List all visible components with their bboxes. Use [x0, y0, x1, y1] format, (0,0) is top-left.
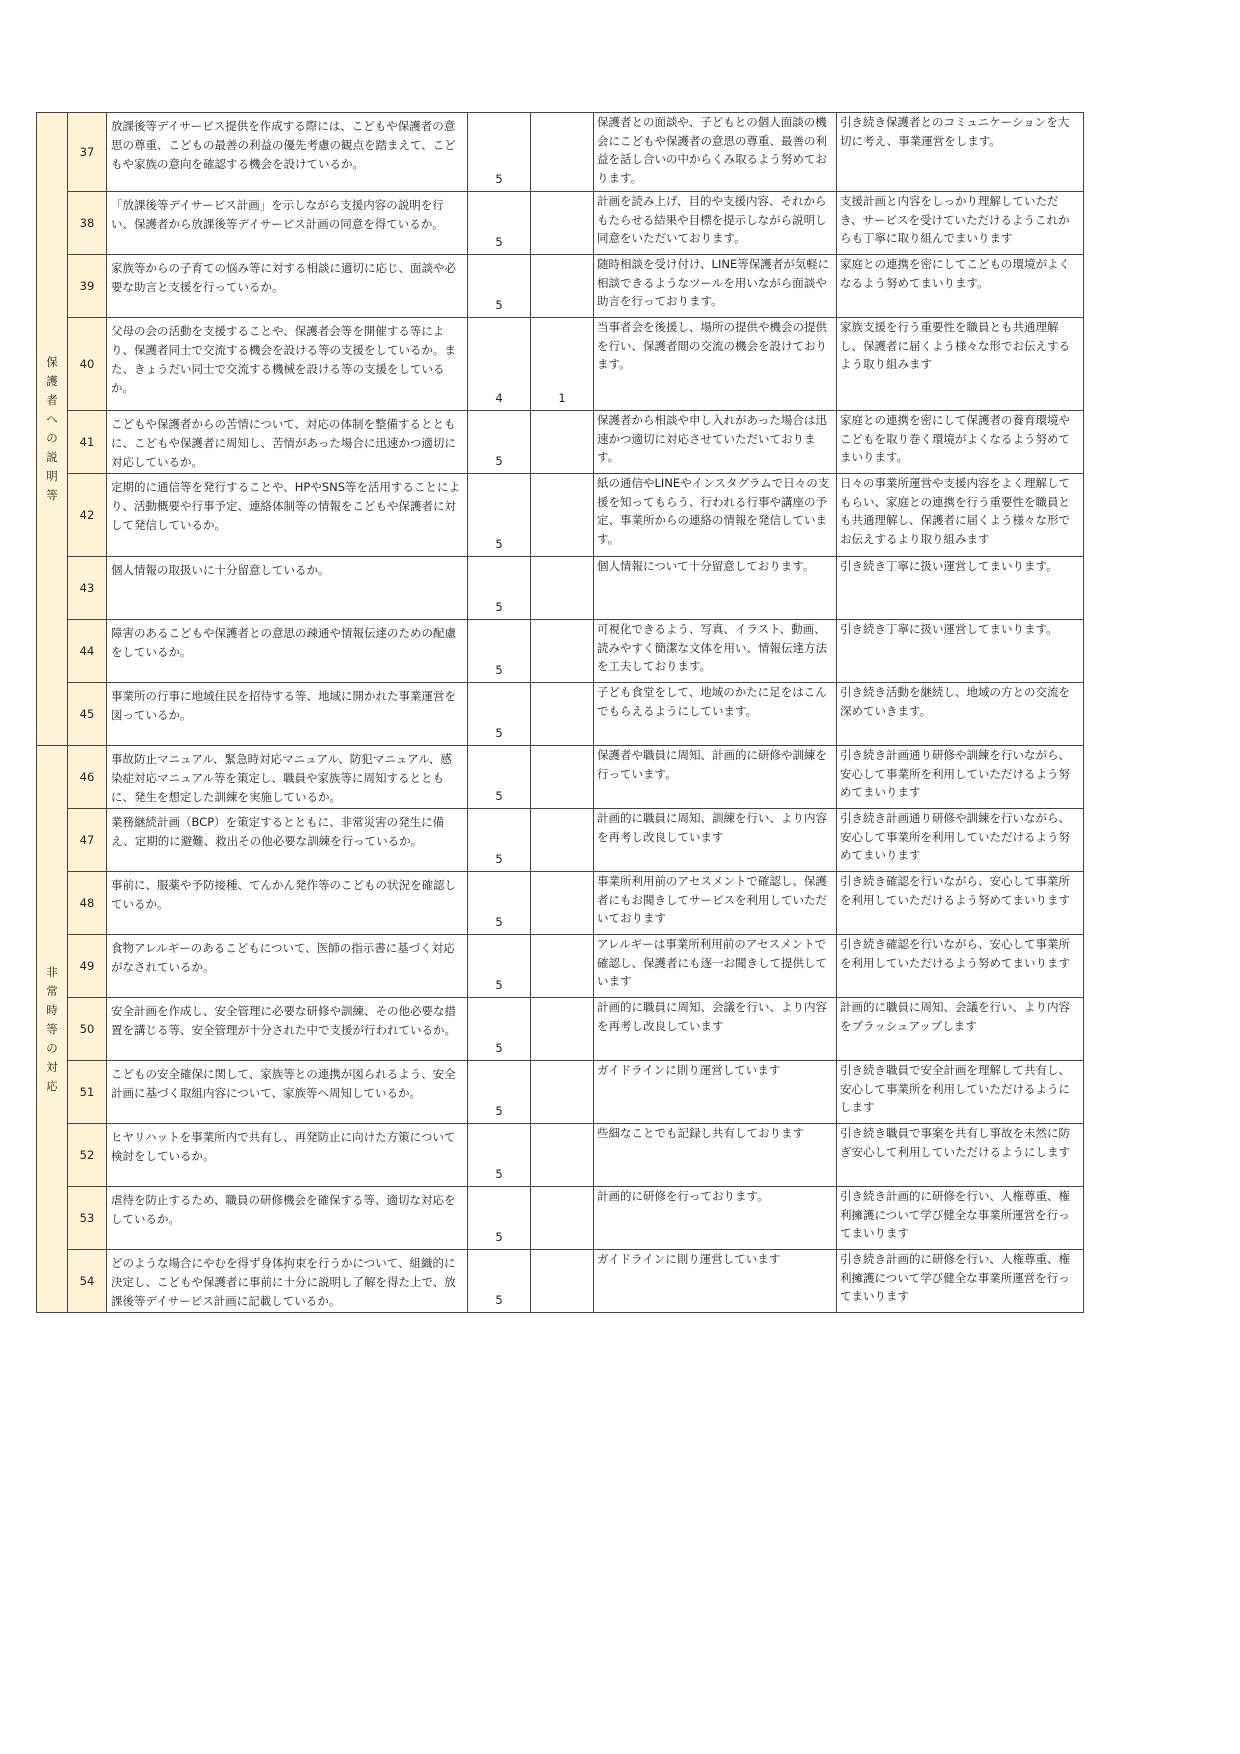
question-text: 障害のあるこどもや保護者との意思の疎通や情報伝達のための配慮をしているか。: [107, 620, 468, 683]
status-note: 当事者会を後援し、場所の提供や機会の提供を行い、保護者間の交流の機会を設けております。: [594, 318, 837, 411]
yes-count: 5: [468, 1124, 531, 1187]
table-row: [37, 318, 1084, 411]
no-count: [531, 557, 594, 620]
improvement-note: 引き続き保護者とのコミュニケーションを大切に考え、事業運営をします。: [837, 113, 1084, 192]
status-note: 保護者や職員に周知、計画的に研修や訓練を行っています。: [594, 746, 837, 809]
yes-count: 5: [468, 1061, 531, 1124]
item-number: 37: [68, 113, 107, 192]
item-number: 50: [68, 998, 107, 1061]
question-text: 「放課後等デイサービス計画」を示しながら支援内容の説明を行い、保護者から放課後等デイサービス計画の同意を得ているか。: [107, 192, 468, 255]
table-row: [37, 935, 1084, 998]
improvement-note: 家族支援を行う重要性を職員とも共通理解し、保護者に届くよう様々な形でお伝えするよう取り組みます: [837, 318, 1084, 411]
table-row: [37, 474, 1084, 557]
status-note: 計画的に職員に周知、訓練を行い、より内容を再考し改良しています: [594, 809, 837, 872]
table-row: [37, 1124, 1084, 1187]
improvement-note: 引き続き職員で事案を共有し事故を未然に防ぎ安心して利用していただけるようにします: [837, 1124, 1084, 1187]
no-count: [531, 411, 594, 474]
no-count: [531, 683, 594, 746]
table-row: [37, 1187, 1084, 1250]
item-number: 54: [68, 1250, 107, 1313]
table-row: [37, 411, 1084, 474]
improvement-note: 引き続き職員で安全計画を理解して共有し、安心して事業所を利用していただけるようにします: [837, 1061, 1084, 1124]
yes-count: 5: [468, 809, 531, 872]
item-number: 53: [68, 1187, 107, 1250]
table-row: [37, 746, 1084, 809]
improvement-note: 引き続き計画通り研修や訓練を行いながら、安心して事業所を利用していただけるよう努めてまいります: [837, 746, 1084, 809]
status-note: 保護者との面談や、子どもとの個人面談の機会にこどもや保護者の意思の尊重、最善の利益を話し合いの中からくみ取るよう努めております。: [594, 113, 837, 192]
yes-count: 5: [468, 683, 531, 746]
item-number: 42: [68, 474, 107, 557]
status-note: ガイドラインに則り運営しています: [594, 1250, 837, 1313]
no-count: [531, 1124, 594, 1187]
no-count: 1: [531, 318, 594, 411]
table-row: [37, 1250, 1084, 1313]
table-row: [37, 1061, 1084, 1124]
question-text: 父母の会の活動を支援することや、保護者会等を開催する等により、保護者同士で交流する機会を設ける等の支援をしているか。また、きょうだい同士で交流する機械を設ける等の支援をしているか。: [107, 318, 468, 411]
status-note: ガイドラインに則り運営しています: [594, 1061, 837, 1124]
no-count: [531, 935, 594, 998]
question-text: どのような場合にやむを得ず身体拘束を行うかについて、組織的に決定し、こどもや保護者に事前に十分に説明し了解を得た上で、放課後等デイサービス計画に記載しているか。: [107, 1250, 468, 1313]
improvement-note: 計画的に職員に周知、会議を行い、より内容をブラッシュアップします: [837, 998, 1084, 1061]
item-number: 40: [68, 318, 107, 411]
yes-count: 5: [468, 557, 531, 620]
yes-count: 5: [468, 998, 531, 1061]
no-count: [531, 998, 594, 1061]
question-text: 定期的に通信等を発行することや、HPやSNS等を活用することにより、活動概要や行事予定、連絡体制等の情報をこどもや保護者に対して発信しているか。: [107, 474, 468, 557]
no-count: [531, 746, 594, 809]
no-count: [531, 192, 594, 255]
yes-count: 5: [468, 1187, 531, 1250]
question-text: 業務継続計画（BCP）を策定するとともに、非常災害の発生に備え、定期的に避難、救出その他必要な訓練を行っているか。: [107, 809, 468, 872]
improvement-note: 家庭との連携を密にして保護者の養育環境やこどもを取り巻く環境がよくなるよう努めてまいります。: [837, 411, 1084, 474]
question-text: ヒヤリハットを事業所内で共有し、再発防止に向けた方策について検討をしているか。: [107, 1124, 468, 1187]
improvement-note: 支援計画と内容をしっかり理解していただき、サービスを受けていただけるようこれからも丁寧に取り組んでまいります: [837, 192, 1084, 255]
table-row: [37, 683, 1084, 746]
no-count: [531, 113, 594, 192]
table-row: [37, 557, 1084, 620]
table-row: [37, 113, 1084, 192]
yes-count: 5: [468, 411, 531, 474]
status-note: 可視化できるよう、写真、イラスト、動画、読みやすく簡潔な文体を用い、情報伝達方法を工夫しております。: [594, 620, 837, 683]
question-text: 事業所の行事に地域住民を招待する等、地域に開かれた事業運営を図っているか。: [107, 683, 468, 746]
improvement-note: 引き続き計画的に研修を行い、人権尊重、権利擁護について学び健全な事業所運営を行ってまいります: [837, 1187, 1084, 1250]
status-note: 計画を読み上げ、目的や支援内容、それからもたらせる結果や目標を提示しながら説明し同意をいただいております。: [594, 192, 837, 255]
category-cell: [37, 113, 68, 746]
no-count: [531, 872, 594, 935]
item-number: 39: [68, 255, 107, 318]
yes-count: 5: [468, 872, 531, 935]
status-note: 事業所利用前のアセスメントで確認し、保護者にもお聞きしてサービスを利用していただいております: [594, 872, 837, 935]
table-row: [37, 809, 1084, 872]
status-note: 些細なことでも記録し共有しております: [594, 1124, 837, 1187]
item-number: 45: [68, 683, 107, 746]
improvement-note: 引き続き確認を行いながら、安心して事業所を利用していただけるよう努めてまいります: [837, 935, 1084, 998]
yes-count: 5: [468, 192, 531, 255]
status-note: 計画的に職員に周知、会議を行い、より内容を再考し改良しています: [594, 998, 837, 1061]
yes-count: 5: [468, 474, 531, 557]
question-text: 事前に、服薬や予防接種、てんかん発作等のこどもの状況を確認しているか。: [107, 872, 468, 935]
evaluation-table: [36, 112, 1084, 1313]
item-number: 49: [68, 935, 107, 998]
category-label: 非 常 時 等 の 対 応: [46, 964, 58, 1093]
improvement-note: 引き続き確認を行いながら、安心して事業所を利用していただけるよう努めてまいります: [837, 872, 1084, 935]
improvement-note: 引き続き丁寧に扱い運営してまいります。: [837, 620, 1084, 683]
table-row: [37, 998, 1084, 1061]
yes-count: 5: [468, 113, 531, 192]
status-note: 随時相談を受け付け、LINE等保護者が気軽に相談できるようなツールを用いながら面談や助言を行っております。: [594, 255, 837, 318]
improvement-note: 引き続き丁寧に扱い運営してまいります。: [837, 557, 1084, 620]
category-label: 保 護 者 へ の 説 明 等: [46, 355, 58, 502]
no-count: [531, 620, 594, 683]
status-note: 保護者から相談や申し入れがあった場合は迅速かつ適切に対応させていただいております。: [594, 411, 837, 474]
item-number: 46: [68, 746, 107, 809]
improvement-note: 日々の事業所運営や支援内容をよく理解してもらい、家庭との連携を行う重要性を職員とも共通理解し、保護者に届くよう様々な形でお伝えするより取り組みます: [837, 474, 1084, 557]
question-text: 家族等からの子育ての悩み等に対する相談に適切に応じ、面談や必要な助言と支援を行っているか。: [107, 255, 468, 318]
item-number: 38: [68, 192, 107, 255]
category-cell: [37, 746, 68, 1313]
item-number: 44: [68, 620, 107, 683]
status-note: 計画的に研修を行っております。: [594, 1187, 837, 1250]
table-row: [37, 620, 1084, 683]
table-row: [37, 255, 1084, 318]
item-number: 51: [68, 1061, 107, 1124]
item-number: 47: [68, 809, 107, 872]
question-text: 個人情報の取扱いに十分留意しているか。: [107, 557, 468, 620]
improvement-note: 引き続き計画的に研修を行い、人権尊重、権利擁護について学び健全な事業所運営を行ってまいります: [837, 1250, 1084, 1313]
yes-count: 4: [468, 318, 531, 411]
no-count: [531, 255, 594, 318]
yes-count: 5: [468, 1250, 531, 1313]
item-number: 41: [68, 411, 107, 474]
question-text: 食物アレルギーのあるこどもについて、医師の指示書に基づく対応がなされているか。: [107, 935, 468, 998]
improvement-note: 引き続き活動を継続し、地域の方との交流を深めていきます。: [837, 683, 1084, 746]
question-text: こどもや保護者からの苦情について、対応の体制を整備するとともに、こどもや保護者に周知し、苦情があった場合に迅速かつ適切に対応しているか。: [107, 411, 468, 474]
question-text: こどもの安全確保に関して、家族等との連携が図られるよう、安全計画に基づく取組内容について、家族等へ周知しているか。: [107, 1061, 468, 1124]
item-number: 48: [68, 872, 107, 935]
improvement-note: 家庭との連携を密にしてこどもの環境がよくなるよう努めてまいります。: [837, 255, 1084, 318]
item-number: 52: [68, 1124, 107, 1187]
no-count: [531, 474, 594, 557]
status-note: 個人情報について十分留意しております。: [594, 557, 837, 620]
no-count: [531, 1187, 594, 1250]
question-text: 放課後等デイサービス提供を作成する際には、こどもや保護者の意思の尊重、こどもの最善の利益の優先考慮の観点を踏まえて、こどもや家族の意向を確認する機会を設けているか。: [107, 113, 468, 192]
yes-count: 5: [468, 746, 531, 809]
improvement-note: 引き続き計画通り研修や訓練を行いながら、安心して事業所を利用していただけるよう努めてまいります: [837, 809, 1084, 872]
question-text: 事故防止マニュアル、緊急時対応マニュアル、防犯マニュアル、感染症対応マニュアル等を策定し、職員や家族等に周知するとともに、発生を想定した訓練を実施しているか。: [107, 746, 468, 809]
no-count: [531, 809, 594, 872]
yes-count: 5: [468, 255, 531, 318]
table-row: [37, 872, 1084, 935]
yes-count: 5: [468, 620, 531, 683]
table-row: [37, 192, 1084, 255]
no-count: [531, 1061, 594, 1124]
item-number: 43: [68, 557, 107, 620]
yes-count: 5: [468, 935, 531, 998]
table-body: [37, 113, 1084, 1313]
status-note: 紙の通信やLINEやインスタグラムで日々の支援を知ってもらう、行われる行事や講座の予定、事業所からの連絡の情報を発信しています。: [594, 474, 837, 557]
status-note: 子ども食堂をして、地域のかたに足をはこんでもらえるようにしています。: [594, 683, 837, 746]
question-text: 安全計画を作成し、安全管理に必要な研修や訓練、その他必要な措置を講じる等、安全管理が十分された中で支援が行われているか。: [107, 998, 468, 1061]
status-note: アレルギーは事業所利用前のアセスメントで確認し、保護者にも逐一お聞きして提供しています: [594, 935, 837, 998]
question-text: 虐待を防止するため、職員の研修機会を確保する等、適切な対応をしているか。: [107, 1187, 468, 1250]
no-count: [531, 1250, 594, 1313]
